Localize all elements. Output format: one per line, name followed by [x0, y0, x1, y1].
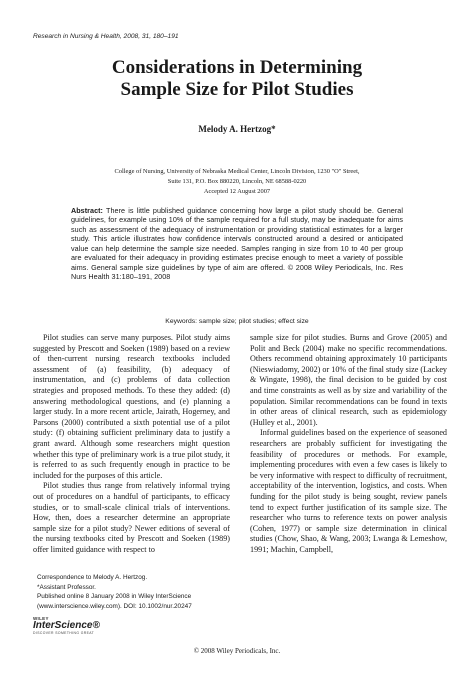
body-column-left	[33, 333, 230, 555]
wiley-interscience-logo	[33, 616, 113, 638]
keywords: Keywords: sample size; pilot studies; effect size	[165, 318, 309, 325]
title-line: Sample Size for Pilot Studies	[120, 79, 354, 100]
body-paragraph: Informal guidelines based on the experience of seasoned researchers are probably sufficient for investigating the feasibility of procedures or methods. For example, implementing procedures with even a few cases is likely to be very informative with respect to difficulty of recruitment, acceptability of the intervention, logistics, and costs. When funding for the pilot study is being sought, review panels tend to expect further justification of its sample size. The researcher who turns to reference texts on power analysis (Cohen, 1977) or sample size determination in clinical studies (Chow, Shao, & Wang, 2003; Lwanga & Lemeshow, 1991; Machin, Campbell,	[250, 428, 447, 554]
footnote-doi: (www.interscience.wiley.com). DOI: 10.1002/nur.20247	[37, 602, 192, 610]
abstract-text: There is little published guidance concerning how large a pilot study should be. General guidelines, for example using 10% of the sample required for a full study, may be inadequate for aims such as assessment of the adequacy of instrumentation or providing statistical estimates for a larger study. This article illustrates how confidence intervals constructed around a desired or anticipated value can help determine the sample size needed. Samples ranging in size from 10 to 40 per group are evaluated for their adequacy in providing estimates precise enough to meet a variety of possible aims. General sample size guidelines by type of aim are offered. © 2008 Wiley Periodicals, Inc. Res Nurs Health 31:180–191, 2008	[71, 206, 403, 282]
abstract	[71, 206, 403, 282]
title-line: Considerations in Determining	[111, 57, 363, 78]
article-title	[0, 57, 474, 101]
body-paragraph: Pilot studies thus range from relatively informal trying out of procedures on a handful of participants, to efficacy studies, or to small-scale clinical trials of interventions. How, then, does a researcher determine an appropriate sample size for a pilot study? Newer editions of several of the nursing textbooks cited by Prescott and Soeken (1989) offer limited guidance with respect to	[33, 481, 230, 554]
copyright-notice: © 2008 Wiley Periodicals, Inc.	[193, 647, 281, 655]
affiliation-line: College of Nursing, University of Nebraska Medical Center, Lincoln Division, 1230 "O" Street,	[114, 168, 360, 175]
footnote-published: Published online 8 January 2008 in Wiley InterScience	[37, 593, 192, 601]
footnote-correspondence: Correspondence to Melody A. Hertzog.	[37, 574, 148, 581]
accepted-date: Accepted 12 August 2007	[203, 188, 271, 195]
abstract-label: Abstract:	[71, 206, 104, 215]
footnote-position: *Assistant Professor.	[37, 583, 96, 591]
body-paragraph: Pilot studies can serve many purposes. Pilot study aims suggested by Prescott and Soeken (1989) based on a review of then-current nursing research textbooks included assessment of (a) feasibility, (b) adequacy of instrumentation, and (c) problems of data collection strategies and proposed methods. To these they added: (d) answering methodological questions, and (e) planning a larger study. In a more recent article, Jairath, Hogerney, and Parsons (2000) contributed a sixth potential use of a pilot study: (f) obtaining sufficient preliminary data to justify a grant award. Although some researchers might question whether this type of preliminary work is a true pilot study, it is referred to as such frequently enough in practice to be included for the purposes of this article.	[33, 333, 230, 480]
logo-brand: InterScience®	[33, 620, 100, 631]
affiliation-line: Suite 131, P.O. Box 880220, Lincoln, NE 68588-0220	[167, 178, 307, 185]
journal-citation: Research in Nursing & Health, 2008, 31, 180–191	[33, 33, 179, 40]
affiliation	[70, 167, 404, 197]
body-column-right	[250, 333, 447, 555]
footnotes	[33, 573, 233, 611]
author-name: Melody A. Hertzog*	[198, 124, 276, 134]
logo-tagline: DISCOVER SOMETHING GREAT	[33, 631, 95, 635]
logo-wiley: WILEY	[33, 616, 49, 621]
body-paragraph: sample size for pilot studies. Burns and Grove (2005) and Polit and Beck (2004) make no specific recommendations. Others recommend obtaining approximately 10 participants (Nieswiadomy, 2002) or 10% of the final study size (Lackey & Wingate, 1998), the final decision to be guided by cost and time constraints as well as by size and variability of the population. Similar recommendations can be found in texts in other areas of clinical research, such as epidemiology (Hulley et al., 2001).	[250, 333, 447, 427]
